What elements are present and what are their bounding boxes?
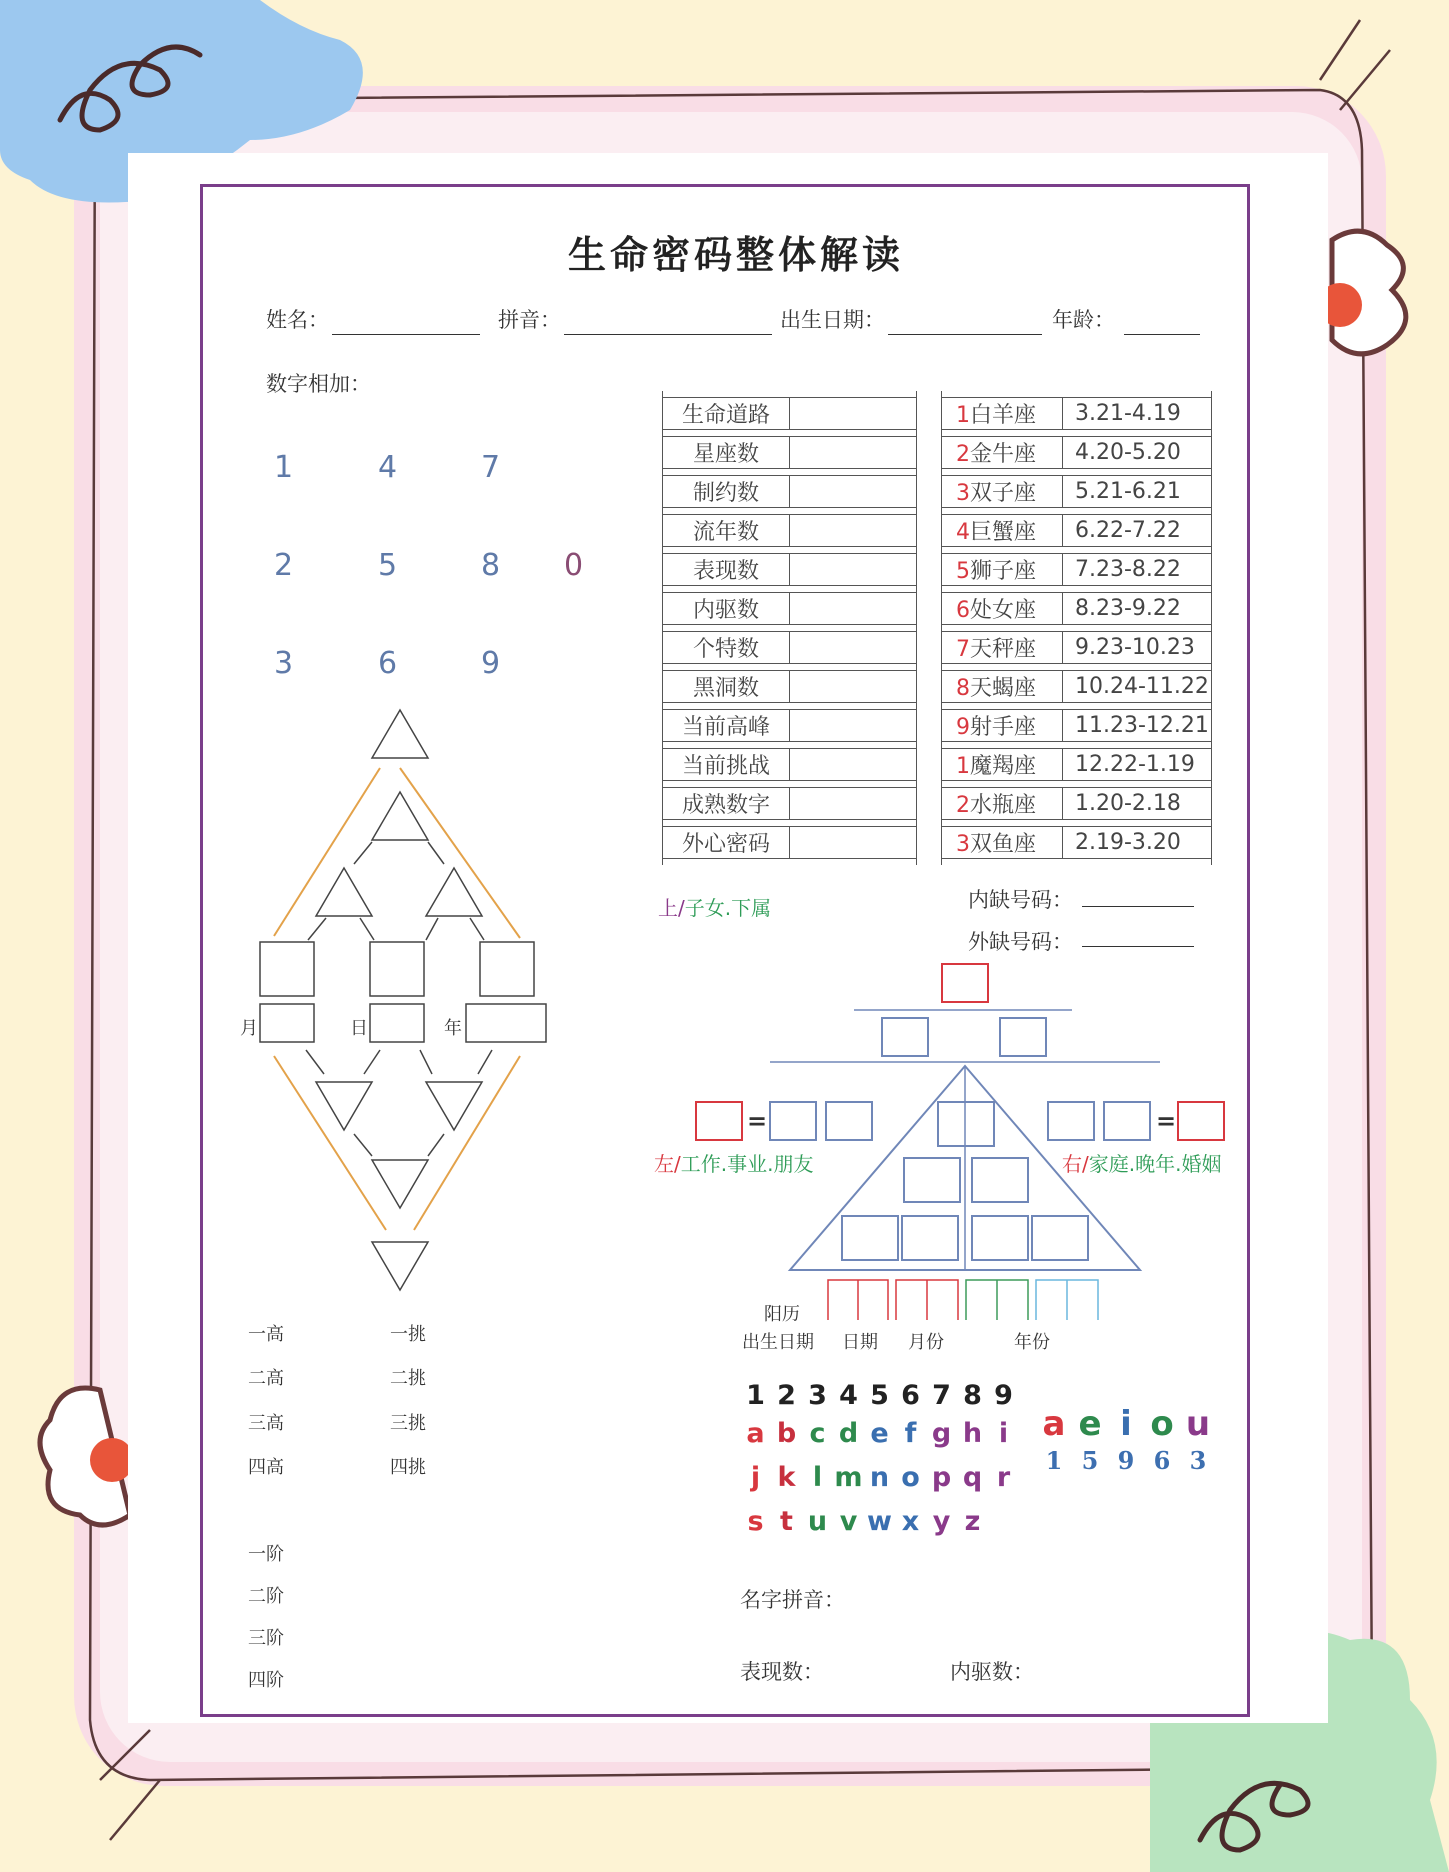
zodiac-range: 2.19-3.20 [1063,826,1211,859]
grid-number: 1 [274,450,294,485]
attribute-label: 成熟数字 [663,787,790,820]
table-row [942,592,1211,625]
zodiac-range: 1.20-2.18 [1063,787,1211,820]
zodiac-name: 天蝎座 [970,676,1037,701]
zodiac-range: 11.23-12.21 [1063,709,1211,742]
birth-date-label: 出生日期： [780,308,885,332]
zodiac-range: 9.23-10.23 [1063,631,1211,664]
letter: h [962,1418,983,1449]
name-field[interactable] [332,334,480,335]
stage-label: 四阶 [248,1670,284,1691]
letter: l [812,1462,823,1493]
letter: y [932,1506,951,1537]
stage-label: 二阶 [248,1586,284,1607]
grid-number: 2 [274,548,294,583]
challenge-label: 三挑 [390,1413,426,1434]
attribute-label: 当前高峰 [663,709,790,742]
zodiac-number: 8 [956,676,970,701]
age-field[interactable] [1124,334,1200,335]
table-row [942,436,1211,469]
grid-number: 7 [481,450,501,485]
equals-sign-right: = [1156,1107,1177,1135]
letter-digits-row [740,1380,1019,1411]
stage-label: 一阶 [248,1544,284,1565]
table-row [942,553,1211,586]
letter: v [839,1506,858,1537]
zodiac-number: 1 [956,403,970,428]
letter-row-3 [740,1506,988,1537]
attribute-value-cell[interactable] [790,748,916,781]
vowel: o [1150,1404,1174,1444]
attribute-value-cell[interactable] [790,826,916,859]
letter: n [869,1462,890,1493]
name-label: 姓名： [266,308,329,332]
zodiac-number: 7 [956,637,970,662]
number-sum-label: 数字相加： [266,372,371,396]
outer-missing-field[interactable] [1082,946,1194,947]
top-note: 上/子女.下属 [658,896,772,920]
zodiac-number: 9 [956,715,970,740]
grid-number-zero: 0 [564,548,584,583]
grid-number: 8 [481,548,501,583]
table-row [942,826,1211,859]
challenge-label: 二挑 [390,1368,426,1389]
digit: 1 [746,1380,765,1411]
table-row [663,592,916,625]
inner-missing-label: 内缺号码： [968,888,1073,912]
letter: e [870,1418,889,1449]
letter: o [901,1462,920,1493]
pinyin-field[interactable] [564,334,772,335]
attribute-value-cell[interactable] [790,436,916,469]
digit: 9 [994,1380,1013,1411]
zodiac-name: 巨蟹座 [970,520,1037,545]
zodiac-name: 水瓶座 [970,793,1037,818]
peak-label: 一高 [248,1324,284,1345]
vowel-number-row [1036,1446,1216,1475]
vowel-number: 9 [1117,1446,1135,1475]
challenge-label: 四挑 [390,1457,426,1478]
attribute-value-cell[interactable] [790,709,916,742]
attribute-value-cell[interactable] [790,631,916,664]
name-pinyin-label: 名字拼音： [740,1588,845,1612]
attribute-value-cell[interactable] [790,670,916,703]
letter: u [807,1506,828,1537]
zodiac-name: 狮子座 [970,559,1037,584]
outer-missing-label: 外缺号码： [968,930,1073,954]
attribute-value-cell[interactable] [790,397,916,430]
attribute-value-cell[interactable] [790,475,916,508]
attribute-label: 制约数 [663,475,790,508]
zodiac-range: 6.22-7.22 [1063,514,1211,547]
expression-number-label: 表现数： [740,1660,824,1684]
inner-missing-field[interactable] [1082,906,1194,907]
challenge-label: 一挑 [390,1324,426,1345]
stage-label: 三阶 [248,1628,284,1649]
pyramid-diagram [690,960,1250,1320]
zodiac-range: 10.24-11.22 [1063,670,1211,703]
attribute-label: 当前挑战 [663,748,790,781]
table-row [663,670,916,703]
vowel: i [1120,1404,1132,1444]
grid-number: 5 [378,548,398,583]
vowel-number: 1 [1045,1446,1063,1475]
zodiac-number: 5 [956,559,970,584]
birth-date-field[interactable] [888,334,1042,335]
letter: a [746,1418,765,1449]
letter: k [777,1462,796,1493]
zodiac-name: 双鱼座 [970,832,1037,857]
table-row [663,475,916,508]
equals-sign-left: = [747,1107,768,1135]
table-row [942,475,1211,508]
attribute-table [662,391,917,865]
table-row [663,748,916,781]
zodiac-number: 4 [956,520,970,545]
right-note: 右/家庭.晚年.婚姻 [1062,1152,1222,1176]
zodiac-number: 2 [956,793,970,818]
digit: 6 [901,1380,920,1411]
letter: p [931,1462,952,1493]
digit: 4 [839,1380,858,1411]
attribute-label: 星座数 [663,436,790,469]
zodiac-name: 天秤座 [970,637,1037,662]
zodiac-name: 金牛座 [970,442,1037,467]
table-row [663,397,916,430]
zodiac-name: 白羊座 [970,403,1037,428]
attribute-label: 表现数 [663,553,790,586]
zodiac-number: 2 [956,442,970,467]
attribute-value-cell[interactable] [790,553,916,586]
vowel-number: 3 [1189,1446,1207,1475]
zodiac-name: 处女座 [970,598,1037,623]
table-row [942,670,1211,703]
letter: t [780,1506,793,1537]
zodiac-name: 魔羯座 [970,754,1037,779]
vowel-row [1036,1404,1216,1444]
diamond-month-label: 月 [240,1018,258,1039]
table-row [663,826,916,859]
grid-number: 6 [378,646,398,681]
letter: f [904,1418,917,1449]
grid-number: 9 [481,646,501,681]
zodiac-table [941,391,1212,865]
table-row [663,787,916,820]
triangle-top [372,710,428,758]
zodiac-range: 12.22-1.19 [1063,748,1211,781]
table-row [942,397,1211,430]
solar-label: 阳历 [764,1304,800,1325]
peak-label: 三高 [248,1413,284,1434]
zodiac-range: 3.21-4.19 [1063,397,1211,430]
pinyin-label: 拼音： [498,308,561,332]
peak-label: 四高 [248,1457,284,1478]
zodiac-number: 6 [956,598,970,623]
digit: 8 [963,1380,982,1411]
month-caption: 月份 [908,1332,944,1353]
table-row [942,709,1211,742]
letter: s [747,1506,764,1537]
letter: q [962,1462,983,1493]
digit: 5 [870,1380,889,1411]
letter: i [998,1418,1009,1449]
digit: 7 [932,1380,951,1411]
zodiac-range: 4.20-5.20 [1063,436,1211,469]
vowel-number: 6 [1153,1446,1171,1475]
digit: 2 [777,1380,796,1411]
diamond-day-label: 日 [350,1018,368,1039]
attribute-label: 生命道路 [663,397,790,430]
attribute-value-cell[interactable] [790,787,916,820]
vowel-number: 5 [1081,1446,1099,1475]
attribute-label: 黑洞数 [663,670,790,703]
vowel: a [1042,1404,1066,1444]
letter: x [901,1506,920,1537]
letter: j [750,1462,761,1493]
letter: g [931,1418,952,1449]
inner-drive-number-label: 内驱数： [950,1660,1034,1684]
page-title: 生命密码整体解读 [568,233,905,277]
letter-row-1 [740,1418,1019,1449]
table-row [663,631,916,664]
digit: 3 [808,1380,827,1411]
zodiac-number: 3 [956,832,970,857]
table-row [942,514,1211,547]
table-row [942,631,1211,664]
grid-number: 3 [274,646,294,681]
diamond-year-label: 年 [444,1018,462,1039]
letter: b [776,1418,797,1449]
vowel: e [1078,1404,1102,1444]
diamond-diagram [230,700,560,1300]
left-note: 左/工作.事业.朋友 [654,1152,814,1176]
peak-label: 二高 [248,1368,284,1389]
attribute-label: 内驱数 [663,592,790,625]
age-label: 年龄： [1052,308,1115,332]
letter: c [809,1418,826,1449]
table-row [663,514,916,547]
attribute-label: 流年数 [663,514,790,547]
attribute-label: 个特数 [663,631,790,664]
zodiac-name: 射手座 [970,715,1037,740]
zodiac-range: 8.23-9.22 [1063,592,1211,625]
table-row [663,553,916,586]
year-caption: 年份 [1014,1332,1050,1353]
letter: z [964,1506,981,1537]
zodiac-range: 5.21-6.21 [1063,475,1211,508]
birth-date-caption: 出生日期 [742,1332,814,1353]
attribute-label: 外心密码 [663,826,790,859]
zodiac-name: 双子座 [970,481,1037,506]
zodiac-number: 1 [956,754,970,779]
letter: r [996,1462,1011,1493]
letter-row-2 [740,1462,1019,1493]
table-row [663,436,916,469]
letter: m [834,1462,863,1493]
letter: w [867,1506,892,1537]
letter: d [838,1418,859,1449]
zodiac-range: 7.23-8.22 [1063,553,1211,586]
vowel: u [1185,1404,1211,1444]
zodiac-number: 3 [956,481,970,506]
day-caption: 日期 [842,1332,878,1353]
table-row [942,787,1211,820]
grid-number: 4 [378,450,398,485]
attribute-value-cell[interactable] [790,592,916,625]
attribute-value-cell[interactable] [790,514,916,547]
table-row [663,709,916,742]
table-row [942,748,1211,781]
